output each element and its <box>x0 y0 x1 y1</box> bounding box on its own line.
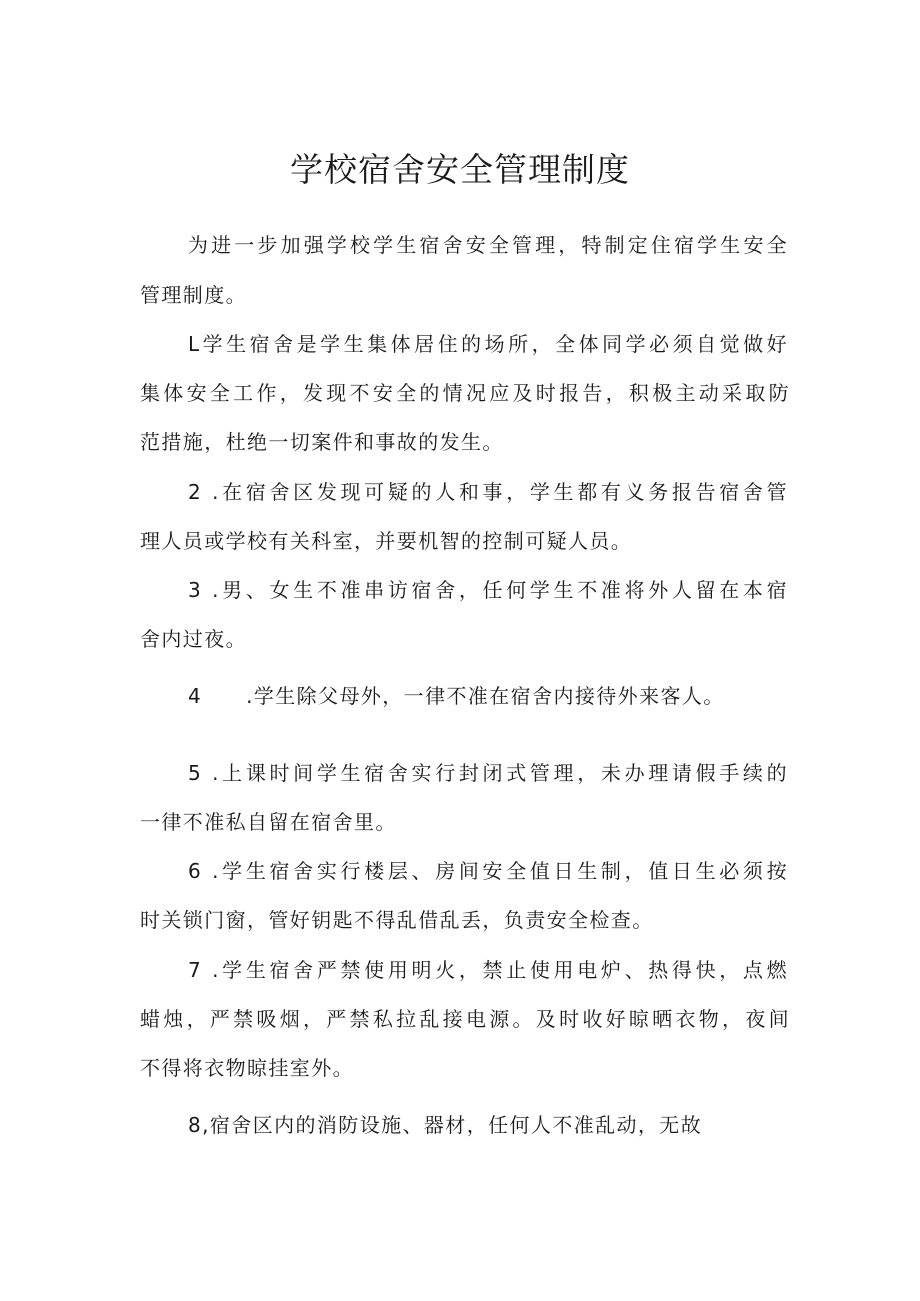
page-title: 学校宿舍安全管理制度 <box>290 150 630 189</box>
item-5-number: 5 <box>188 761 203 785</box>
item-4-line-1 <box>188 680 788 712</box>
intro-line-2: 管理制度。 <box>140 283 247 307</box>
item-2-line-1 <box>188 476 788 508</box>
item-6-number: 6 <box>188 859 203 883</box>
item-2-number: 2 <box>188 480 203 504</box>
item-7-text: .学生宿舍严禁使用明火，禁止使用电炉、热得快，点燃 <box>212 958 788 982</box>
item-5-text: .上课时间学生宿舍实行封闭式管理，未办理请假手续的 <box>212 761 788 785</box>
item-8-number: 8, <box>188 1113 210 1137</box>
item-2-text: .在宿舍区发现可疑的人和事，学生都有义务报告宿舍管 <box>212 480 788 504</box>
item-8-line-1 <box>188 1109 788 1141</box>
item-5-line-2: 一律不准私自留在宿舍里。 <box>140 810 397 834</box>
item-4-number: 4 <box>188 684 203 708</box>
item-7-line-2: 蜡烛，严禁吸烟，严禁私拉乱接电源。及时收好晾晒衣物，夜间 <box>140 1007 790 1031</box>
intro-line-1: 为进一步加强学校学生宿舍安全管理，特制定住宿学生安全 <box>188 233 788 257</box>
item-3-line-1 <box>188 574 788 606</box>
item-6-line-2: 时关锁门窗，管好钥匙不得乱借乱丢，负责安全检查。 <box>140 908 654 932</box>
item-6-line-1 <box>188 855 788 887</box>
item-8-text: 宿舍区内的消防设施、器材，任何人不准乱动，无故 <box>209 1113 703 1137</box>
item-5-line-1 <box>188 757 788 789</box>
item-7-line-1 <box>188 954 788 986</box>
item-4-text: .学生除父母外，一律不准在宿舍内接待外来客人。 <box>246 684 725 708</box>
item-1-line-2: 集体安全工作，发现不安全的情况应及时报告，积极主动采取防 <box>140 381 790 405</box>
item-3-text: .男、女生不准串访宿舍，任何学生不准将外人留在本宿 <box>212 578 788 602</box>
item-3-line-2: 舍内过夜。 <box>140 627 247 651</box>
item-3-number: 3 <box>188 578 203 602</box>
item-2-line-2: 理人员或学校有关科室，并要机智的控制可疑人员。 <box>140 529 633 553</box>
item-7-line-3: 不得将衣物晾挂室外。 <box>140 1056 354 1080</box>
item-1-line-3: 范措施，杜绝一切案件和事故的发生。 <box>140 430 504 454</box>
item-1-line-1: L学生宿舍是学生集体居住的场所，全体同学必须自觉做好 <box>188 332 788 356</box>
item-7-number: 7 <box>188 958 203 982</box>
item-6-text: .学生宿舍实行楼层、房间安全值日生制，值日生必须按 <box>212 859 788 883</box>
